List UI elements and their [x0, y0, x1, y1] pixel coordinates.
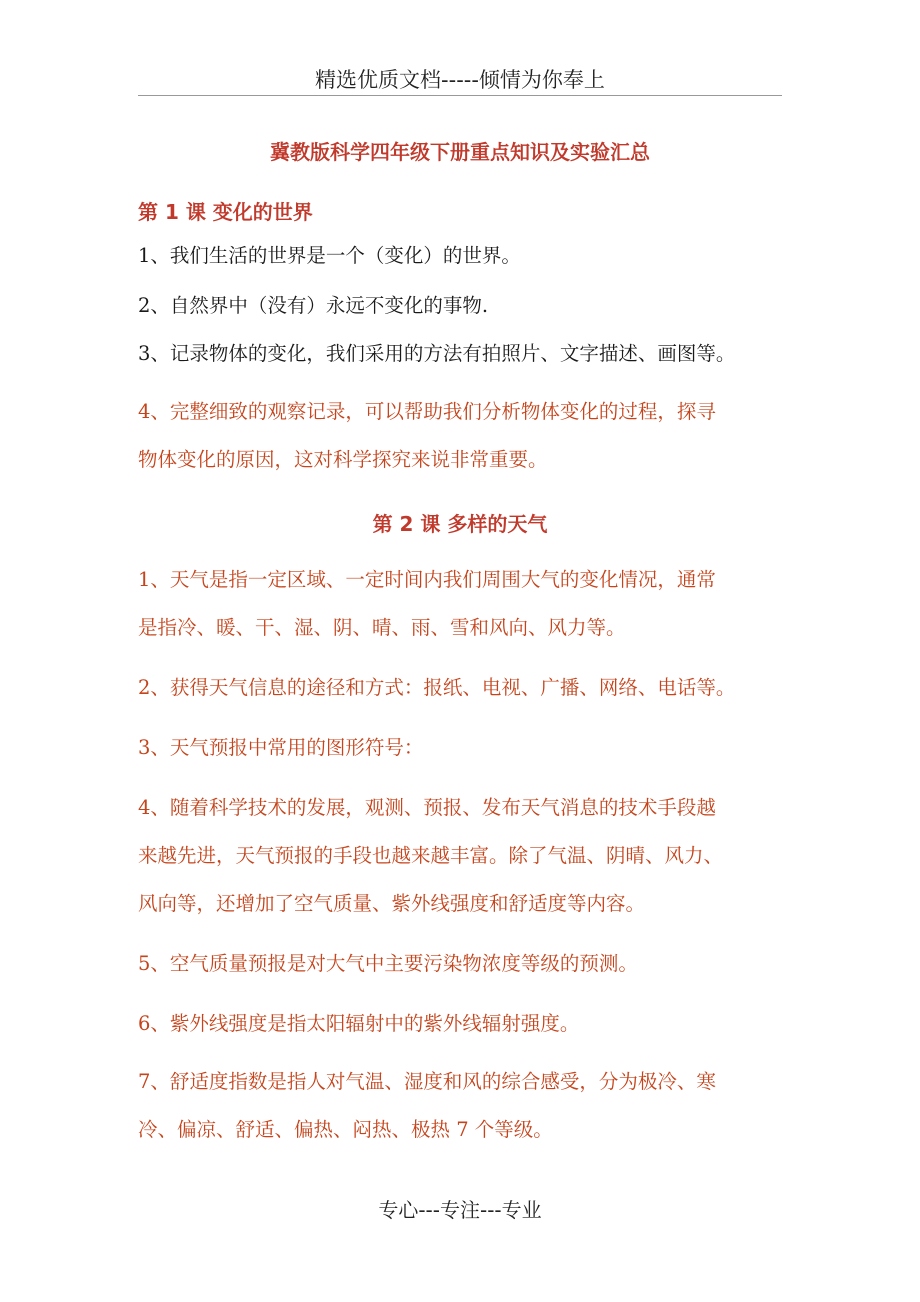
- lesson-2-item-7-line-1: 7、舒适度指数是指人对气温、湿度和风的综合感受，分为极冷、寒: [138, 1070, 716, 1093]
- lesson-1-item-4-line-1: 4、完整细致的观察记录，可以帮助我们分析物体变化的过程，探寻: [138, 400, 716, 423]
- lesson-1-item-1: 1、我们生活的世界是一个（变化）的世界。: [138, 244, 521, 267]
- document-title: 冀教版科学四年级下册重点知识及实验汇总: [270, 140, 650, 164]
- page-footer: 专心---专注---专业: [378, 1198, 542, 1222]
- lesson-1-item-3: 3、记录物体的变化，我们采用的方法有拍照片、文字描述、画图等。: [138, 342, 736, 365]
- lesson-1-item-2: 2、自然界中（没有）永远不变化的事物.: [138, 294, 489, 317]
- lesson-2-item-3: 3、天气预报中常用的图形符号：: [138, 736, 424, 759]
- lesson-2-item-4-line-2: 来越先进，天气预报的手段也越来越丰富。除了气温、阴晴、风力、: [138, 844, 724, 867]
- lesson-2-item-1-line-1: 1、天气是指一定区域、一定时间内我们周围大气的变化情况，通常: [138, 568, 716, 591]
- lesson-2-item-4-line-3: 风向等，还增加了空气质量、紫外线强度和舒适度等内容。: [138, 892, 646, 915]
- lesson-2-item-1-line-2: 是指冷、暖、干、湿、阴、晴、雨、雪和风向、风力等。: [138, 616, 626, 639]
- lesson-2-item-2: 2、获得天气信息的途径和方式：报纸、电视、广播、网络、电话等。: [138, 676, 736, 699]
- header-divider: [138, 95, 782, 96]
- lesson-2-item-4-line-1: 4、随着科学技术的发展，观测、预报、发布天气消息的技术手段越: [138, 796, 716, 819]
- lesson-1-heading: 第 1 课 变化的世界: [138, 200, 313, 224]
- lesson-2-heading: 第 2 课 多样的天气: [372, 512, 548, 536]
- lesson-2-item-6: 6、紫外线强度是指太阳辐射中的紫外线辐射强度。: [138, 1012, 580, 1035]
- lesson-1-item-4-line-2: 物体变化的原因，这对科学探究来说非常重要。: [138, 448, 548, 471]
- lesson-2-item-7-line-2: 冷、偏凉、舒适、偏热、闷热、极热 7 个等级。: [138, 1118, 553, 1141]
- lesson-2-item-5: 5、空气质量预报是对大气中主要污染物浓度等级的预测。: [138, 952, 638, 975]
- page-header: 精选优质文档-----倾情为你奉上: [315, 68, 605, 92]
